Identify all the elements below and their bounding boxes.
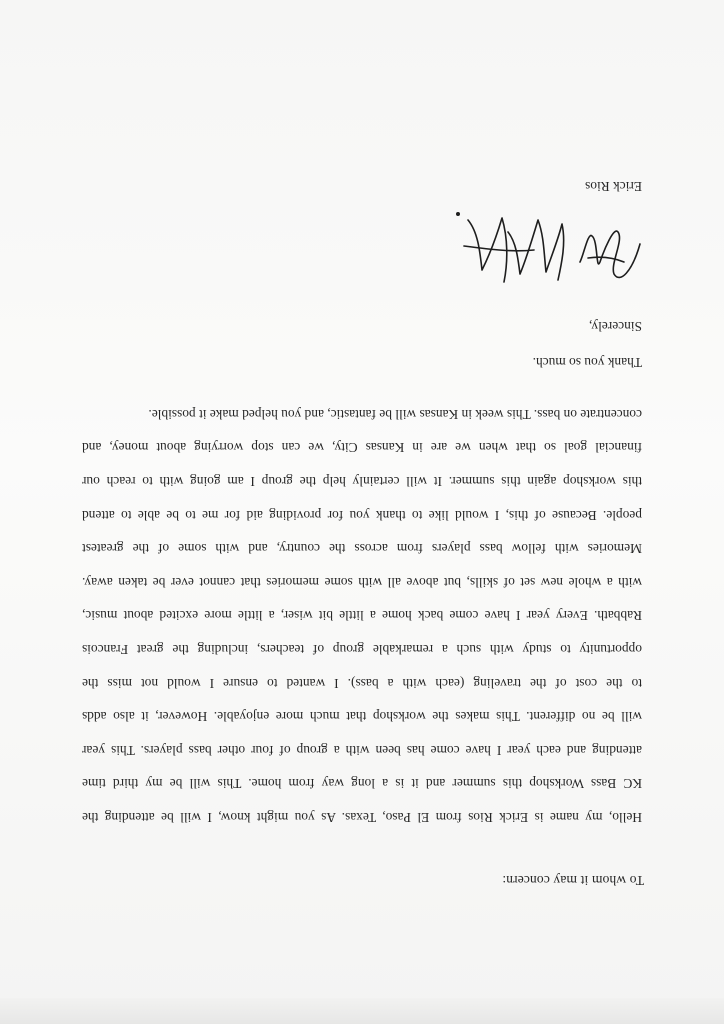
handwritten-signature bbox=[444, 202, 654, 302]
body-line: Hello, my name is Erick Rios from El Paso, Texas. As you might know, I will be attending the bbox=[82, 810, 642, 825]
letter-body bbox=[82, 397, 642, 834]
body-line: Memories with fellow bass players from across the country, and with some of the greatest bbox=[82, 541, 642, 557]
thanks-line: Thank you so much. bbox=[532, 355, 642, 370]
body-line: with a whole new set of skills, but above all with some memories that cannot ever be taken away. bbox=[82, 574, 642, 590]
closing: Sincerely, bbox=[588, 319, 642, 334]
body-line: financial goal so that when we are in Kansas City, we can stop worrying about money, and bbox=[82, 440, 642, 456]
signature-strokes bbox=[457, 213, 640, 282]
body-line: KC Bass Workshop this summer and it is a long way from home. This will be my third time bbox=[82, 776, 642, 792]
body-line: opportunity to study with such a remarkable group of teachers, including the great Francois bbox=[82, 642, 642, 658]
body-line: will be no different. This makes the workshop that much more enjoyable. However, it also adds bbox=[82, 709, 642, 725]
body-line: concentrate on bass. This week in Kansas will be fantastic, and you helped make it possible. bbox=[148, 406, 642, 422]
body-line: attending and each year I have come has been with a group of four other bass players. This year bbox=[82, 742, 642, 758]
body-line: people. Because of this, I would like to thank you for providing aid for me to be able to attend bbox=[82, 507, 642, 523]
greeting: To whom it may concern: bbox=[502, 873, 644, 888]
signer-name: Erick Rios bbox=[585, 179, 642, 194]
scan-edge bbox=[0, 998, 724, 1024]
body-line: this workshop again this summer. It will certainly help the group I am going with to reach our bbox=[82, 474, 642, 490]
body-line: to the cost of the traveling (each with a bass). I wanted to ensure I would not miss the bbox=[82, 675, 642, 691]
body-line: Rabbath. Every year I have come back home a little bit wiser, a little more excited about music, bbox=[82, 608, 642, 624]
